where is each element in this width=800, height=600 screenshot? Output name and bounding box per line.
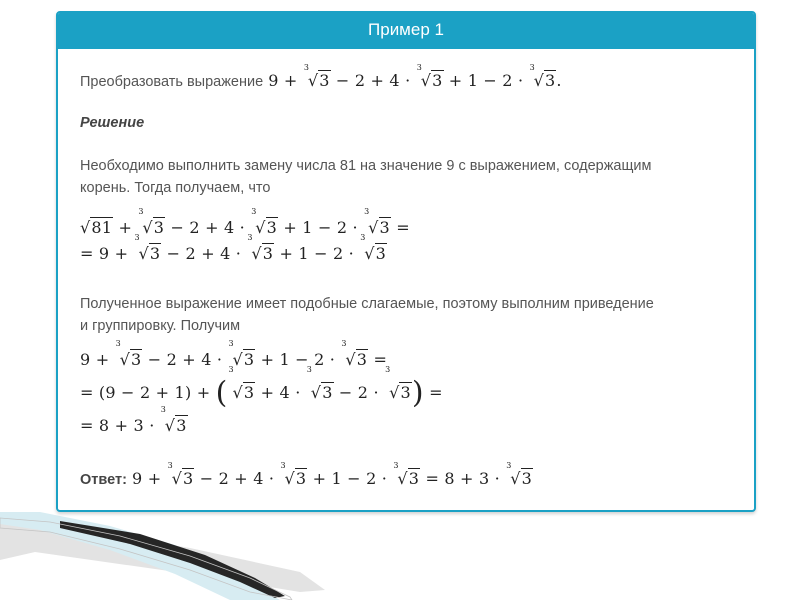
solution-paragraph-1 [80, 155, 651, 199]
solution-heading: Решение [80, 115, 145, 131]
paragraph-1-line-2: корень. Тогда получаем, что [80, 180, 271, 196]
card-header [58, 13, 754, 49]
paragraph-2-line-1: Полученное выражение имеет подобные слагаемые, поэтому выполним приведение [80, 296, 654, 312]
answer-expression: 9 + 3 √3 − 2 + 4 · 3 √3 + 1 − 2 · 3 √3 = 8 + 3 · 3 √3 [132, 461, 533, 488]
problem-statement [80, 63, 562, 90]
formula-block-2 [80, 339, 443, 439]
formula-block-1 [80, 207, 410, 267]
answer-line [80, 461, 533, 488]
card-title: Пример 1 [368, 20, 444, 39]
formula-2-line-1: 9 + 3 √3 − 2 + 4 · 3 √3 + 1 − 2 · 3 √3 = [80, 339, 388, 369]
formula-2-line-2: = (9 − 2 + 1) + ( 3 √3 + 4 · 3 √3 − 2 · 3 √3) = [80, 365, 443, 411]
formula-2-line-3: = 8 + 3 · 3 √3 [80, 405, 187, 435]
formula-1-line-1: √81 + 3 √3 − 2 + 4 · 3 √3 + 1 − 2 · 3 √3 = [80, 207, 410, 237]
problem-text: Преобразовать выражение [80, 74, 264, 90]
answer-label: Ответ: [80, 472, 127, 488]
formula-1-line-2: = 9 + 3 √3 − 2 + 4 · 3 √3 + 1 − 2 · 3 √3 [80, 233, 387, 263]
paragraph-2-line-2: и группировку. Получим [80, 318, 241, 334]
problem-expression: 9 + 3 √3 − 2 + 4 · 3 √3 + 1 − 2 · 3 √3. [268, 63, 562, 90]
solution-paragraph-2 [80, 293, 654, 337]
example-card [56, 11, 756, 512]
paragraph-1-line-1: Необходимо выполнить замену числа 81 на значение 9 с выражением, содержащим [80, 158, 652, 174]
